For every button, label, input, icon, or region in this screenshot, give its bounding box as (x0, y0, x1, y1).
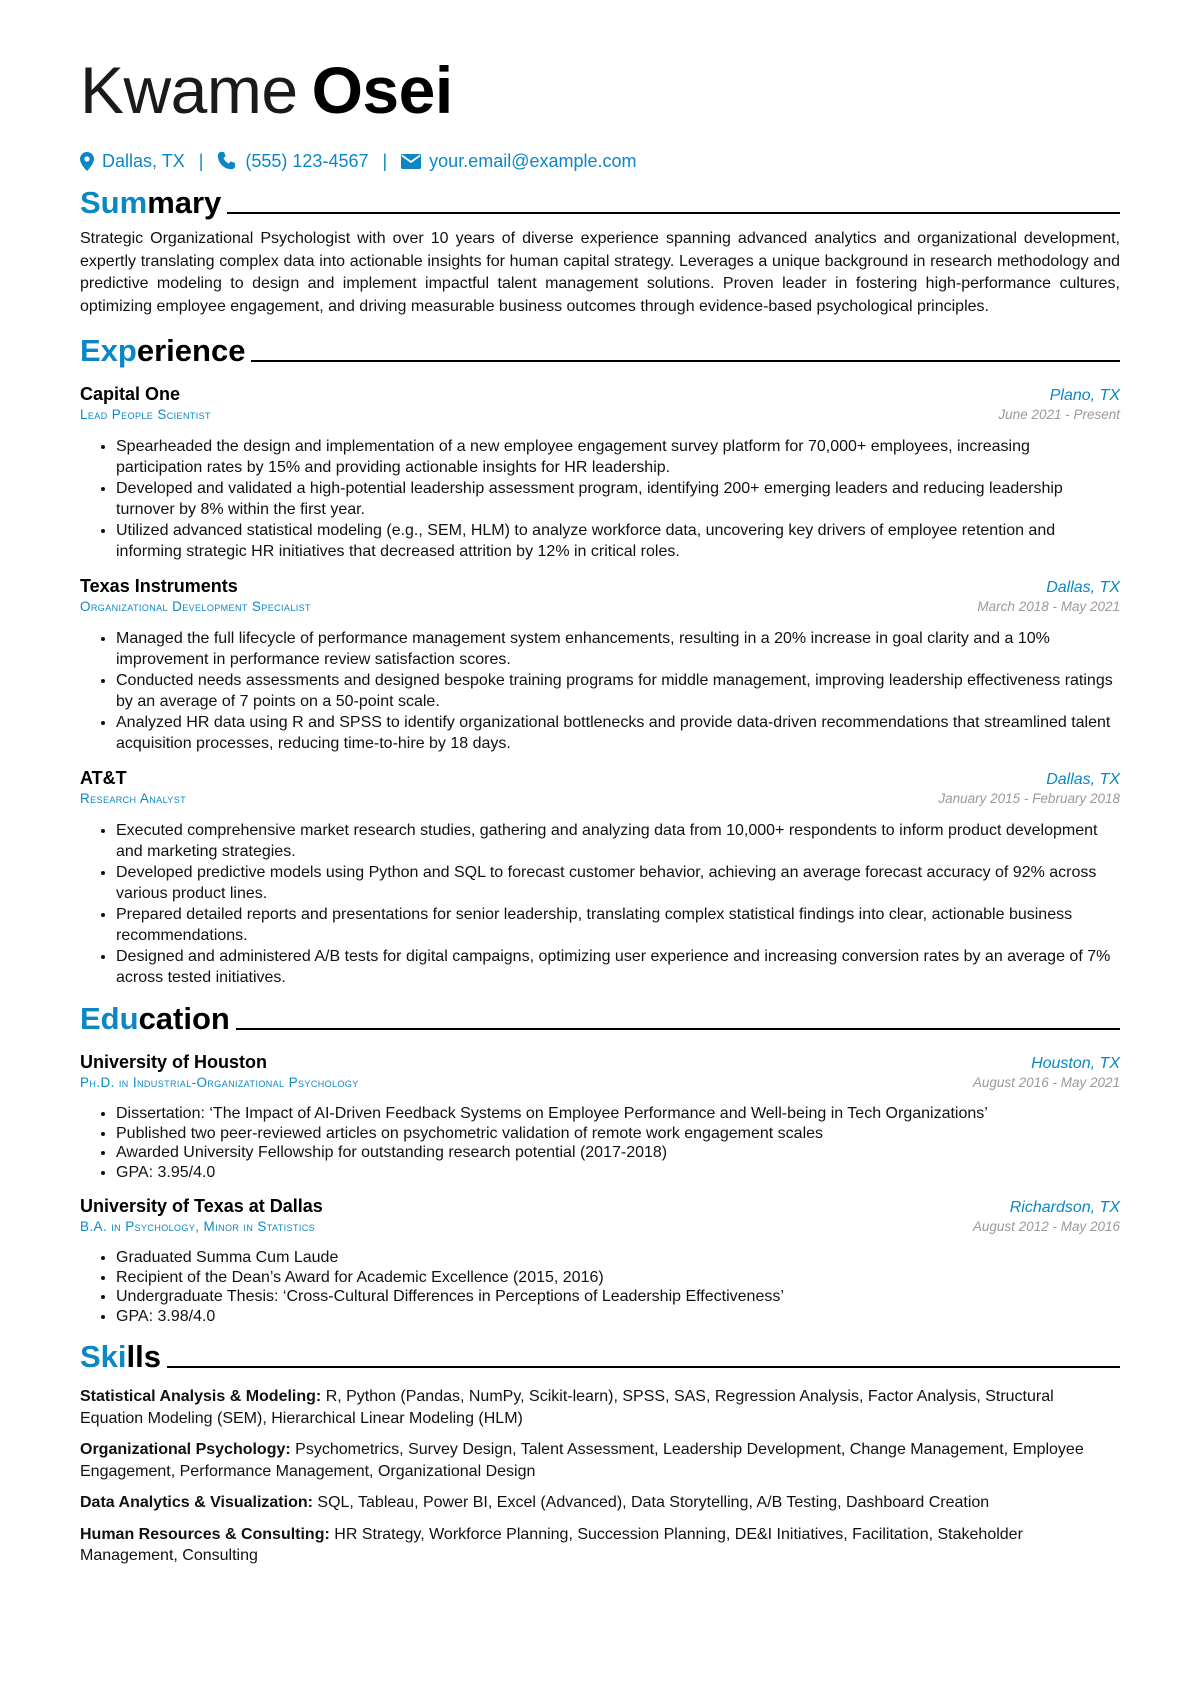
employer: Capital One (80, 384, 181, 404)
job-title: Organizational Development Specialist (80, 599, 311, 614)
school-location: Richardson, TX (1009, 1199, 1120, 1216)
contact-separator: | (382, 150, 388, 171)
experience-list (80, 384, 1120, 988)
section-rule (251, 360, 1120, 362)
bullet-item: • Prepared detailed reports and presentations for senior leadership, translating complex statistical findings into clear, actionable business recommendations. (116, 904, 1120, 946)
education-bullets (80, 1104, 1120, 1182)
bullet-item: • Spearheaded the design and implementation of a new employee engagement survey platform for 70,000+ employees, increasing participation rates by 15% and providing actionable insights for HR leadership. (116, 436, 1120, 478)
education-bullets (80, 1248, 1120, 1326)
bullet-item: • Developed predictive models using Python and SQL to forecast customer behavior, achieving an average forecast accuracy of 92% across various product lines. (116, 862, 1120, 904)
bullet-item: • Analyzed HR data using R and SPSS to identify organizational bottlenecks and provide data-driven recommendations that streamlined talent acquisition processes, reducing time-to-hire by 18 days. (116, 712, 1120, 754)
bullet-item: • Undergraduate Thesis: ‘Cross-Cultural Differences in Perceptions of Leadership Effectiveness’ (116, 1287, 1120, 1307)
section-rule (236, 1028, 1120, 1030)
education-entry (80, 1196, 1120, 1326)
skill-value: SQL, Tableau, Power BI, Excel (Advanced), Data Storytelling, A/B Testing, Dashboard Creation (317, 1494, 990, 1511)
experience-entry (80, 576, 1120, 754)
skill-group (80, 1492, 1120, 1514)
bullet-item: • Executed comprehensive market research studies, gathering and analyzing data from 10,000+ respondents to inform product development and marketing strategies. (116, 820, 1120, 862)
skill-label: Data Analytics & Visualization: (80, 1494, 313, 1511)
bullet-item: • Conducted needs assessments and designed bespoke training programs for middle management, improving leadership effectiveness ratings by an average of 7 points on a 50-point scale. (116, 670, 1120, 712)
location-text: Dallas, TX (102, 150, 185, 171)
experience-heading (80, 328, 1120, 370)
skill-value: R, Python (Pandas, NumPy, Scikit-learn), SPSS, SAS, Regression Analysis, Factor Analysis, Structural Equation Modeling (SEM), Hierarchical Linear Modeling (HLM) (80, 1388, 1054, 1427)
employer: AT&T (80, 768, 127, 788)
email-text: your.email@example.com (429, 150, 637, 171)
phone-icon (217, 151, 237, 171)
degree: B.A. in Psychology, Minor in Statistics (80, 1219, 316, 1234)
bullet-item: • GPA: 3.98/4.0 (116, 1307, 1120, 1327)
skill-label: Organizational Psychology: (80, 1441, 291, 1458)
candidate-name (80, 40, 1120, 140)
experience-entry (80, 384, 1120, 562)
job-bullets (80, 436, 1120, 562)
job-bullets (80, 628, 1120, 754)
bullet-item: • Dissertation: ‘The Impact of AI-Driven Feedback Systems on Employee Performance and Well-being in Tech Organizations’ (116, 1104, 1120, 1124)
bullet-item: • Graduated Summa Cum Laude (116, 1248, 1120, 1268)
contact-phone[interactable] (217, 151, 368, 172)
bullet-item: • Managed the full lifecycle of performance management system enhancements, resulting in a 20% increase in goal clarity and a 10% improvement in performance review satisfaction scores. (116, 628, 1120, 670)
contact-email[interactable] (401, 151, 636, 172)
contact-separator: | (198, 150, 204, 171)
job-title: Research Analyst (80, 791, 187, 806)
education-entry (80, 1052, 1120, 1182)
job-location: Dallas, TX (1046, 771, 1120, 788)
skill-group (80, 1524, 1120, 1567)
summary-text: Strategic Organizational Psychologist with over 10 years of diverse experience spanning advanced analytics and organizational development, expertly translating complex data into actionable insights for human capital strategy. Leverages a unique background in research methodology and predictive modeling to design and implement impactful talent management solutions. Proven leader in fostering high-performance cultures, optimizing employee engagement, and driving measurable business outcomes through evidence-based psychological principles. (80, 230, 1120, 315)
skill-group (80, 1386, 1120, 1429)
phone-text: (555) 123-4567 (245, 150, 369, 171)
first-name: Kwame (80, 53, 298, 127)
job-location: Plano, TX (1049, 387, 1120, 404)
bullet-item: • Awarded University Fellowship for outstanding research potential (2017-2018) (116, 1143, 1120, 1163)
employer: Texas Instruments (80, 576, 238, 596)
contact-line (80, 144, 1120, 178)
experience-entry (80, 768, 1120, 988)
section-rule (167, 1366, 1120, 1368)
skill-label: Human Resources & Consulting: (80, 1525, 330, 1543)
map-pin-icon (80, 152, 94, 171)
education-heading (80, 996, 1120, 1038)
degree: Ph.D. in Industrial-Organizational Psychology (80, 1075, 359, 1090)
job-title: Lead People Scientist (80, 407, 211, 422)
summary-heading (80, 180, 1120, 222)
education-list (80, 1052, 1120, 1326)
job-dates: June 2021 - Present (998, 407, 1120, 422)
bullet-item: • Designed and administered A/B tests for digital campaigns, optimizing user experience and increasing conversion rates by an average of 7% across tested initiatives. (116, 946, 1120, 988)
job-location: Dallas, TX (1046, 579, 1120, 596)
job-dates: March 2018 - May 2021 (977, 599, 1120, 614)
bullet-item: • Published two peer-reviewed articles on psychometric validation of remote work engagement scales (116, 1124, 1120, 1144)
bullet-item: • GPA: 3.95/4.0 (116, 1163, 1120, 1183)
section-rule (227, 212, 1120, 214)
envelope-icon (401, 154, 421, 169)
job-bullets (80, 820, 1120, 988)
last-name: Osei (311, 53, 453, 127)
skill-value: HR Strategy, Workforce Planning, Succession Planning, DE&I Initiatives, Facilitation, Stakeholder Management, Consulting (80, 1525, 1023, 1564)
job-dates: January 2015 - February 2018 (938, 791, 1120, 806)
section-title: Experience (80, 333, 246, 368)
school: University of Texas at Dallas (80, 1196, 323, 1216)
section-title: Skills (80, 1339, 161, 1374)
school-location: Houston, TX (1031, 1055, 1120, 1072)
school: University of Houston (80, 1052, 268, 1072)
bullet-item: • Developed and validated a high-potential leadership assessment program, identifying 200+ emerging leaders and reducing leadership turnover by 8% within the first year. (116, 478, 1120, 520)
skills-list (80, 1386, 1120, 1567)
bullet-item: • Utilized advanced statistical modeling (e.g., SEM, HLM) to analyze workforce data, uncovering key drivers of employee retention and informing strategic HR initiatives that decreased attrition by 12% in critical roles. (116, 520, 1120, 562)
education-dates: August 2012 - May 2016 (972, 1219, 1120, 1234)
skills-heading (80, 1334, 1120, 1376)
skill-value: Psychometrics, Survey Design, Talent Assessment, Leadership Development, Change Management, Employee Engagement, Performance Management, Organizational Design (80, 1441, 1084, 1480)
bullet-item: • Recipient of the Dean’s Award for Academic Excellence (2015, 2016) (116, 1268, 1120, 1288)
skill-label: Statistical Analysis & Modeling: (80, 1388, 322, 1405)
section-title: Summary (80, 185, 222, 220)
section-title: Education (80, 1001, 230, 1036)
contact-location (80, 151, 185, 172)
education-dates: August 2016 - May 2021 (972, 1075, 1120, 1090)
skill-group (80, 1439, 1120, 1482)
